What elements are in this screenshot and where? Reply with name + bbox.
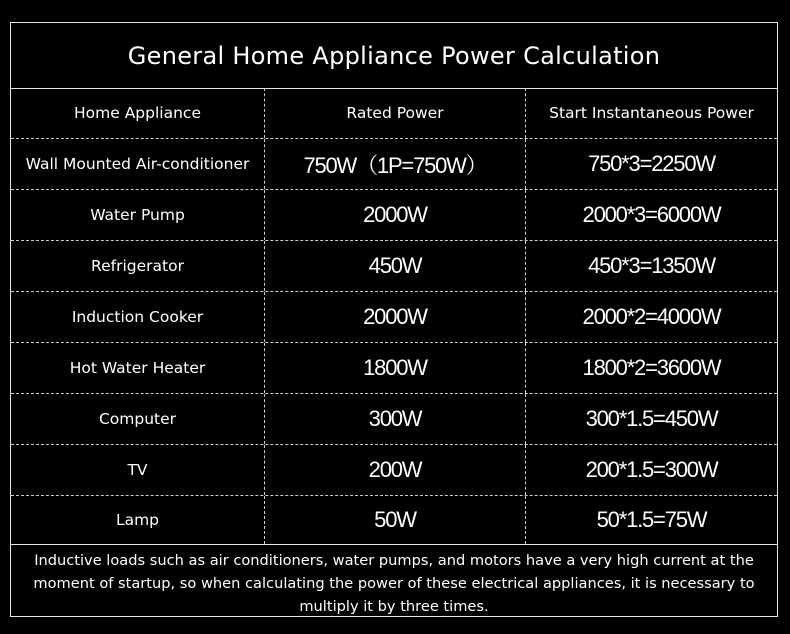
table-title: General Home Appliance Power Calculation xyxy=(11,23,777,89)
start-power: 1800*2=3600W xyxy=(582,355,721,380)
appliance-name: Hot Water Heater xyxy=(11,343,265,393)
table-row xyxy=(11,292,777,343)
footnote: Inductive loads such as air conditioners, water pumps, and motors have a very high current at the moment of startup, so when calculating the power of these electrical appliances, it is necessary to multiply it by three times. xyxy=(11,544,777,616)
table-row xyxy=(11,190,777,241)
start-power: 200*1.5=300W xyxy=(585,457,718,482)
appliance-name: Water Pump xyxy=(11,190,265,240)
start-power: 50*1.5=75W xyxy=(596,507,707,532)
table-row xyxy=(11,241,777,292)
appliance-name: TV xyxy=(11,445,265,495)
appliance-name: Wall Mounted Air-conditioner xyxy=(11,139,265,189)
start-power: 450*3=1350W xyxy=(588,253,715,278)
header-start-power: Start Instantaneous Power xyxy=(549,104,754,122)
power-table xyxy=(10,22,778,617)
start-power: 2000*2=4000W xyxy=(582,304,721,329)
start-power: 300*1.5=450W xyxy=(585,406,718,431)
appliance-name: Refrigerator xyxy=(11,241,265,291)
rated-power: 300W xyxy=(265,394,526,444)
header-row xyxy=(11,88,777,139)
table-row xyxy=(11,496,777,544)
header-rated-power: Rated Power xyxy=(265,88,526,138)
rated-power: 200W xyxy=(265,445,526,495)
table-row xyxy=(11,343,777,394)
table-row xyxy=(11,139,777,190)
start-power: 750*3=2250W xyxy=(588,151,715,176)
appliance-name: Lamp xyxy=(11,496,265,544)
header-appliance: Home Appliance xyxy=(11,88,265,138)
rated-power: 2000W xyxy=(265,292,526,342)
rated-power: 2000W xyxy=(265,190,526,240)
rated-power: 1800W xyxy=(265,343,526,393)
rated-power: 750W（1P=750W） xyxy=(265,139,526,189)
rated-power: 50W xyxy=(265,496,526,544)
rated-power: 450W xyxy=(265,241,526,291)
table-row xyxy=(11,394,777,445)
appliance-name: Induction Cooker xyxy=(11,292,265,342)
appliance-name: Computer xyxy=(11,394,265,444)
start-power: 2000*3=6000W xyxy=(582,202,721,227)
table-row xyxy=(11,445,777,496)
